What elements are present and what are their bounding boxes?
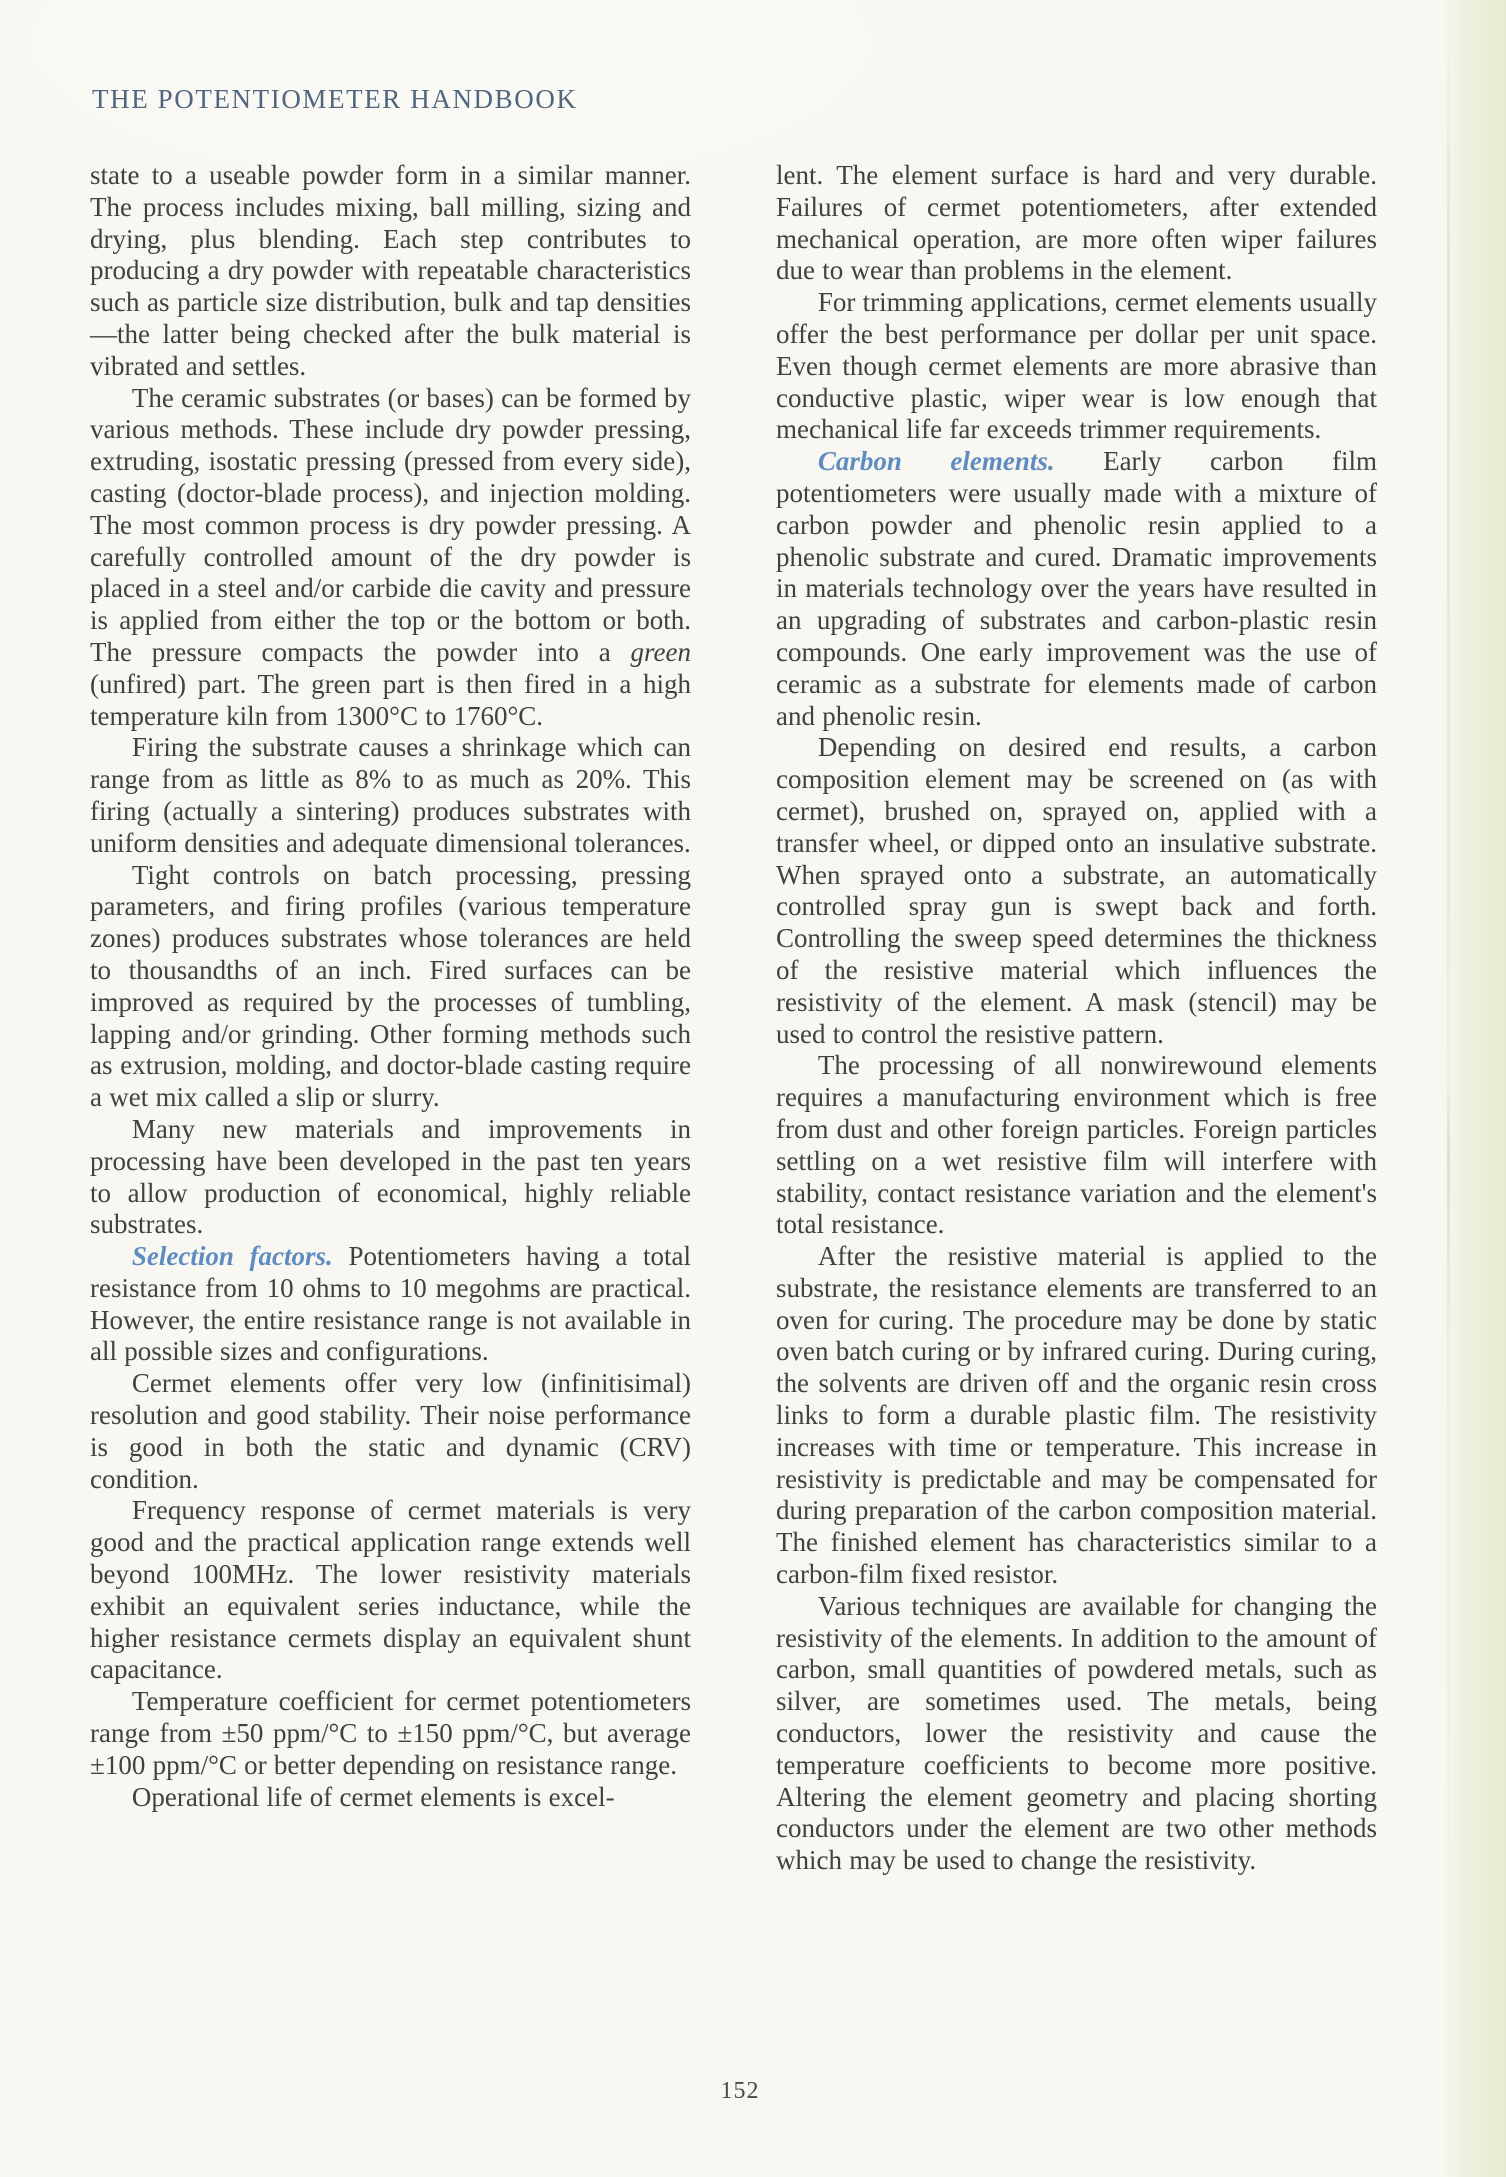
text-run: For trimming applications, cermet elements usually offer the best performance per dollar per unit space. Even though cermet elements are more abrasive than conductive plastic, wiper wear is low enough that mechanical life far exceeds trimmer requirements. (776, 287, 1377, 445)
text-run: Tight controls on batch processing, pressing parameters, and firing profiles (various temperature zones) produces substrates whose tolerances are held to thousandths of an inch. Fired surfaces can be improved as required by the processes of tumbling, lapping and/or grinding. Other forming methods such as extrusion, molding, and doctor-blade casting require a wet mix called a slip or slurry. (90, 859, 691, 1113)
paragraph (90, 160, 691, 383)
paragraph (776, 1241, 1377, 1591)
lead-in-heading: Carbon elements. (817, 446, 1055, 477)
text-run: The ceramic substrates (or bases) can be formed by various methods. These include dry powder pressing, extruding, isostatic pressing (pressed from every side), casting (doctor-blade process), and injection molding. The most common process is dry powder pressing. A carefully controlled amount of the dry powder is placed in a steel and/or carbide die cavity and pressure is applied from either the top or the bottom or both. The pressure compacts the powder into a (90, 382, 691, 667)
paragraph (90, 1782, 691, 1814)
text-run: (unfired) part. The green part is then fired in a high temperature kiln from 1300°C to 1760°C. (90, 668, 691, 731)
page-edge-crease (1447, 0, 1450, 2177)
paragraph (90, 860, 691, 1114)
text-run: state to a useable powder form in a similar manner. The process includes mixing, ball milling, sizing and drying, plus blending. Each step contributes to producing a dry powder with repeatable characteristics such as particle size distribution, bulk and tap densities—the latter being checked after the bulk material is vibrated and settles. (90, 160, 691, 381)
text-run: Early carbon film potentiometers were usually made with a mixture of carbon powder and phenolic resin applied to a phenolic substrate and cured. Dramatic improvements in materials technology over the years have resulted in an upgrading of substrates and carbon-plastic resin compounds. One early improvement was the use of ceramic as a substrate for elements made of carbon and phenolic resin. (776, 446, 1377, 731)
text-run: Temperature coefficient for cermet potentiometers range from ±50 ppm/°C to ±150 ppm/°C, but average ±100 ppm/°C or better depending on resistance range. (90, 1686, 691, 1780)
text-run: lent. The element surface is hard and very durable. Failures of cermet potentiometers, after extended mechanical operation, are more often wiper failures due to wear than problems in the element. (776, 160, 1377, 286)
paragraph (90, 732, 691, 859)
paragraph (90, 1368, 691, 1495)
text-run: Firing the substrate causes a shrinkage which can range from as little as 8% to as much as 20%. This firing (actually a sintering) produces substrates with uniform densities and adequate dimensional tolerances. (90, 732, 691, 858)
paragraph (90, 1495, 691, 1686)
paragraph (776, 287, 1377, 446)
text-run: Many new materials and improvements in processing have been developed in the past ten years to allow production of economical, highly reliable substrates. (90, 1113, 691, 1240)
paragraph (90, 383, 691, 733)
paragraph (90, 1241, 691, 1368)
column-right (776, 160, 1377, 1877)
text-run: Operational life of cermet elements is excel- (131, 1781, 615, 1812)
text-run: After the resistive material is applied to the substrate, the resistance elements are transferred to an oven for curing. The procedure may be done by static oven batch curing or by infrared curing. During curing, the solvents are driven off and the organic resin cross links to form a durable plastic film. The resistivity increases with time or temperature. This increase in resistivity is predictable and may be compensated for during preparation of the carbon composition material. The finished element has characteristics similar to a carbon-film fixed resistor. (776, 1241, 1377, 1590)
text-run: Depending on desired end results, a carbon composition element may be screened on (as with cermet), brushed on, sprayed on, applied with a transfer wheel, or dipped onto an insulative substrate. When sprayed onto a substrate, an automatically controlled spray gun is swept back and forth. Controlling the sweep speed determines the thickness of the resistive material which influences the resistivity of the element. A mask (stencil) may be used to control the resistive pattern. (776, 732, 1377, 1049)
column-left (90, 160, 691, 1877)
paragraph (776, 1050, 1377, 1241)
paragraph (776, 732, 1377, 1050)
paragraph (90, 1686, 691, 1781)
page-header: THE POTENTIOMETER HANDBOOK (92, 84, 578, 114)
text-run: Various techniques are available for changing the resistivity of the elements. In addition to the amount of carbon, small quantities of powdered metals, such as silver, are sometimes used. The metals, being conductors, lower the resistivity and cause the temperature coefficients to become more positive. Altering the element geometry and placing shorting conductors under the element are two other methods which may be used to change the resistivity. (776, 1590, 1377, 1876)
paragraph (776, 1591, 1377, 1877)
text-run: Cermet elements offer very low (infinitisimal) resolution and good stability. Their noise performance is good in both the static and dynamic (CRV) condition. (90, 1368, 691, 1494)
text-run: The processing of all nonwirewound elements requires a manufacturing environment which is free from dust and other foreign particles. Foreign particles settling on a wet resistive film will interfere with stability, contact resistance variation and the element's total resistance. (776, 1050, 1377, 1240)
paragraph (776, 160, 1377, 287)
paragraph (776, 446, 1377, 732)
text-columns (90, 160, 1377, 1877)
text-run: Potentiometers having a total resistance from 10 ohms to 10 megohms are practical. However, the entire resistance range is not available in all possible sizes and configurations. (90, 1241, 691, 1367)
page-number: 152 (720, 2078, 760, 2104)
paragraph (90, 1114, 691, 1241)
text-run: green (630, 636, 691, 667)
text-run: Frequency response of cermet materials is very good and the practical application range extends well beyond 100MHz. The lower resistivity materials exhibit an equivalent series inductance, while the higher resistance cermets display an equivalent shunt capacitance. (90, 1495, 691, 1685)
lead-in-heading: Selection factors. (131, 1241, 333, 1272)
page-edge-band (1442, 0, 1506, 2177)
